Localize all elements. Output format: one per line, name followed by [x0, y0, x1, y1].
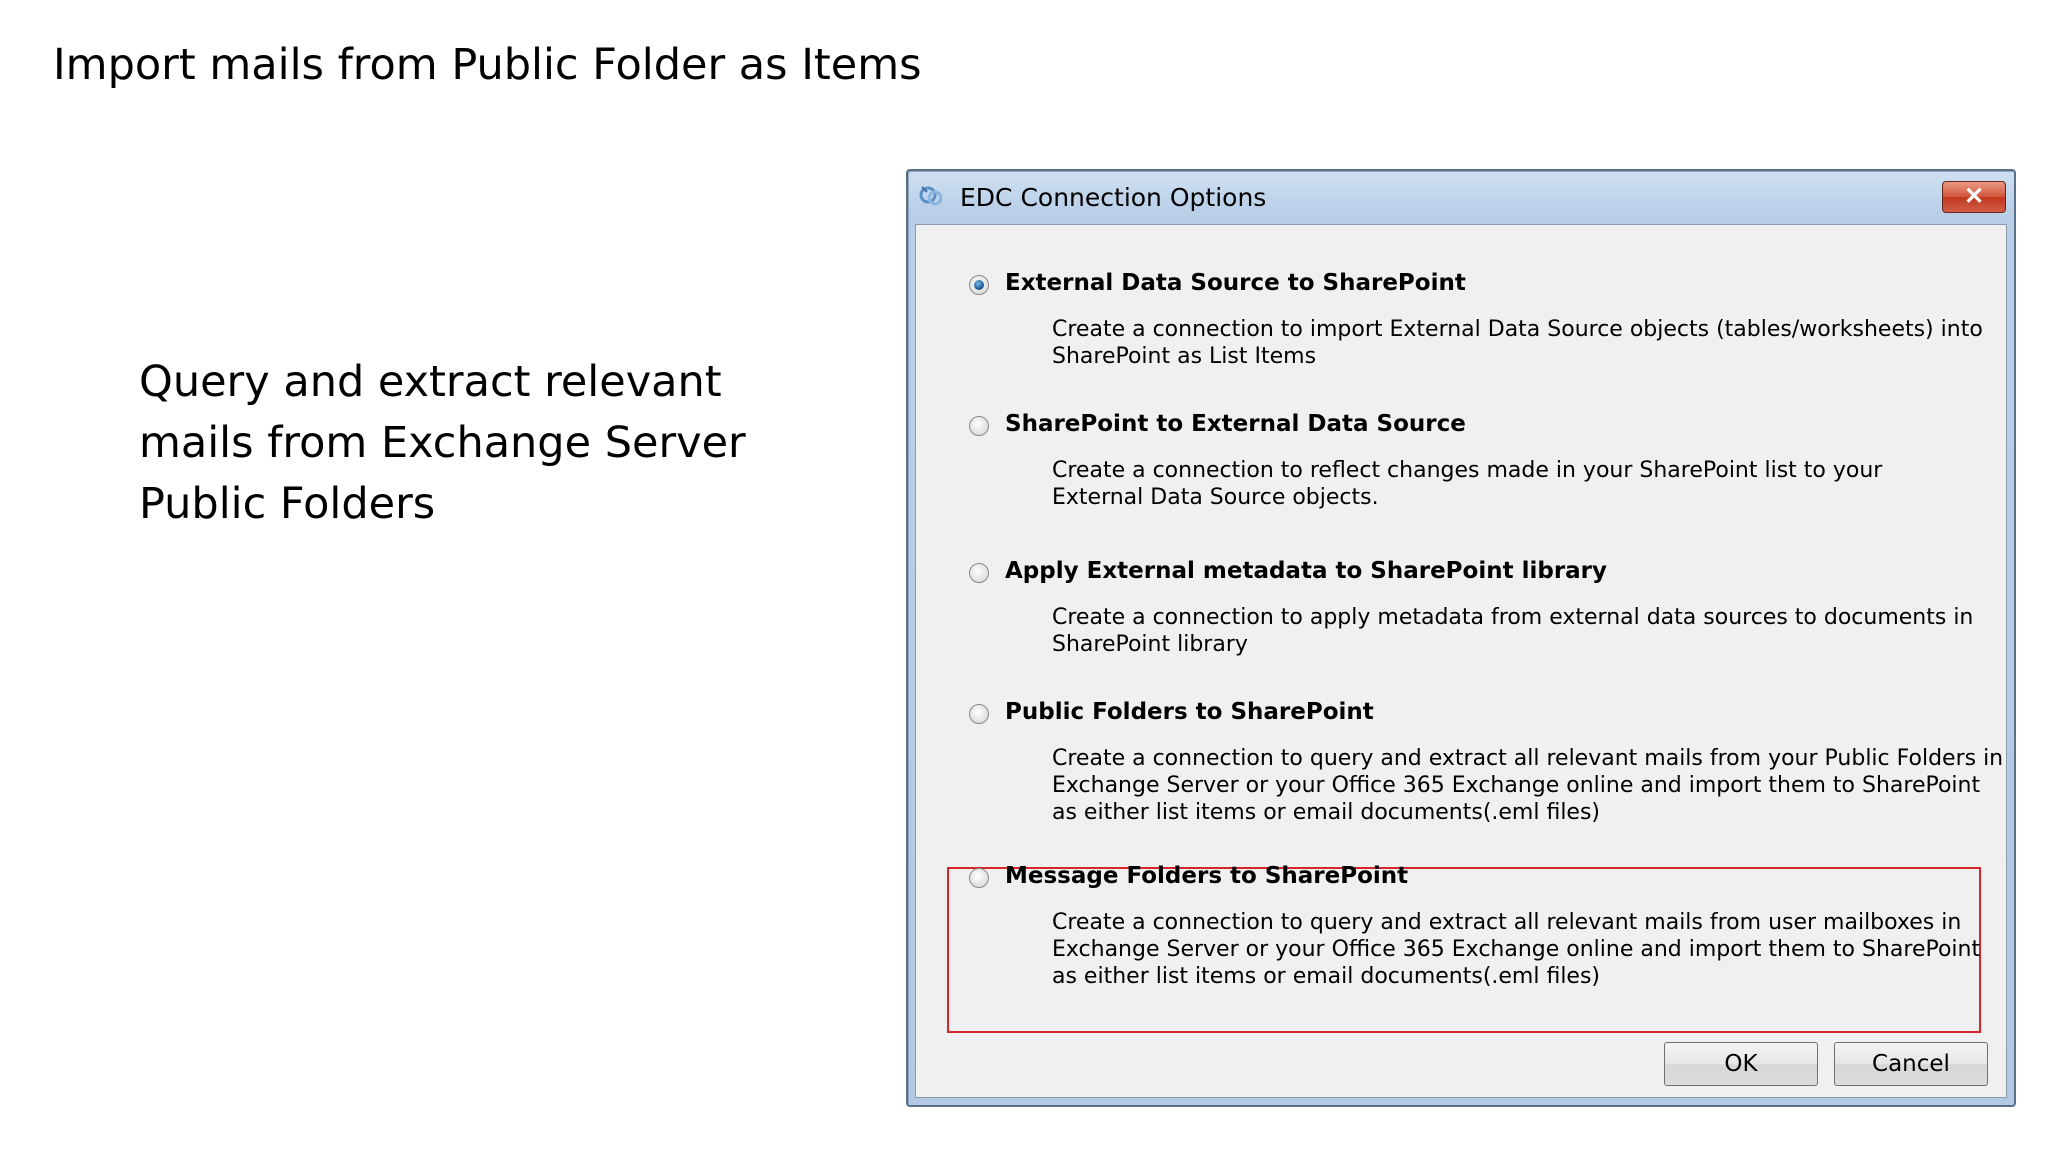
radio-external-to-sharepoint[interactable] — [969, 275, 989, 295]
slide-body-line: Public Folders — [139, 479, 436, 529]
edc-connection-options-dialog — [906, 169, 2016, 1107]
slide-body-text — [139, 352, 779, 535]
radio-public-folders-to-sharepoint[interactable] — [969, 704, 989, 724]
option-description-line: SharePoint library — [1052, 632, 1248, 657]
option-label[interactable]: Message Folders to SharePoint — [1005, 863, 1409, 889]
option-label[interactable]: External Data Source to SharePoint — [1005, 270, 1466, 296]
option-description-line: External Data Source objects. — [1052, 485, 1379, 510]
ok-button[interactable]: OK — [1664, 1042, 1818, 1086]
option-description-line: Exchange Server or your Office 365 Exchange online and import them to SharePoint — [1052, 773, 1981, 798]
close-icon: ✕ — [1963, 183, 1985, 210]
option-description-line: Create a connection to reflect changes made in your SharePoint list to your — [1052, 458, 1883, 483]
option-description-line: as either list items or email documents(.eml files) — [1052, 964, 1601, 989]
cancel-button[interactable]: Cancel — [1834, 1042, 1988, 1086]
dialog-client-area — [915, 224, 2007, 1098]
option-description — [1052, 745, 2004, 826]
option-description — [1052, 457, 1982, 511]
option-description-line: Create a connection to apply metadata from external data sources to documents in — [1052, 605, 1974, 630]
option-description — [1052, 316, 1982, 370]
radio-sharepoint-to-external[interactable] — [969, 416, 989, 436]
close-button[interactable] — [1942, 181, 2006, 213]
radio-message-folders-to-sharepoint[interactable] — [969, 868, 989, 888]
option-description — [1052, 909, 1982, 990]
slide-title: Import mails from Public Folder as Items — [53, 40, 922, 90]
dialog-titlebar[interactable] — [908, 171, 2014, 221]
option-description-line: Create a connection to query and extract all relevant mails from user mailboxes in — [1052, 910, 1962, 935]
slide-body-line: mails from Exchange Server — [139, 418, 746, 468]
option-label[interactable]: Apply External metadata to SharePoint library — [1005, 558, 1608, 584]
option-description-line: as either list items or email documents(.eml files) — [1052, 800, 1601, 825]
option-label[interactable]: SharePoint to External Data Source — [1005, 411, 1466, 437]
edc-connection-icon — [918, 183, 944, 209]
slide-body-line: Query and extract relevant — [139, 357, 722, 407]
option-description-line: Create a connection to query and extract all relevant mails from your Public Folders in — [1052, 746, 2004, 771]
option-label[interactable]: Public Folders to SharePoint — [1005, 699, 1374, 725]
radio-apply-external-metadata[interactable] — [969, 563, 989, 583]
option-description-line: Create a connection to import External Data Source objects (tables/worksheets) into — [1052, 317, 1983, 342]
dialog-title: EDC Connection Options — [960, 183, 1267, 212]
option-description-line: SharePoint as List Items — [1052, 344, 1317, 369]
option-description-line: Exchange Server or your Office 365 Exchange online and import them to SharePoint — [1052, 937, 1981, 962]
option-description — [1052, 604, 1982, 658]
